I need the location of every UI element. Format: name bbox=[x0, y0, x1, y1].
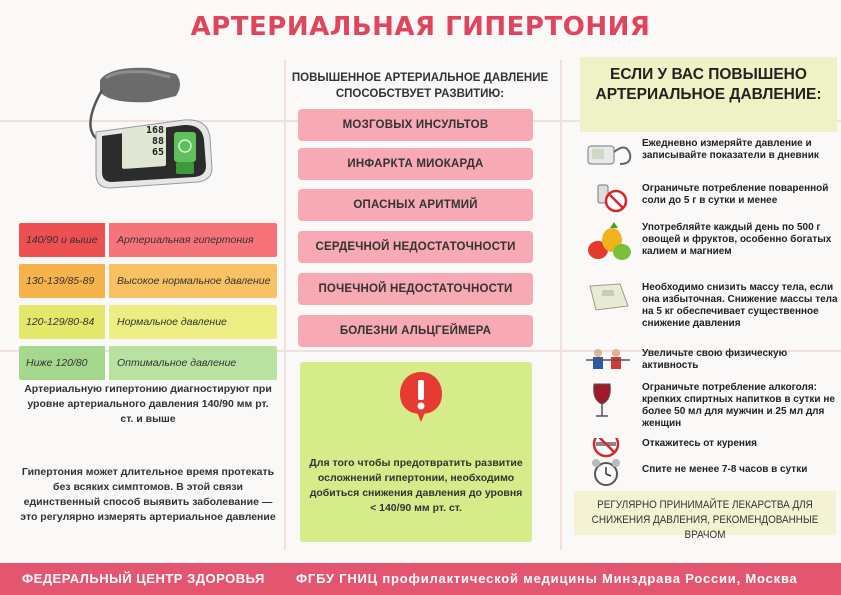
bp-range: 140/90 и выше bbox=[19, 223, 105, 257]
bp-range: 120-129/80-84 bbox=[19, 305, 105, 339]
tip-text: Употребляйте каждый день по 500 г овощей и фруктов, особенно богатых калием и магнием bbox=[642, 222, 832, 257]
risk-item: СЕРДЕЧНОЙ НЕДОСТАТОЧНОСТИ bbox=[298, 231, 533, 263]
tip-text: Ограничьте потребление алкоголя: крепких спиртных напитков в сутки не более 50 мл для мужчин и 25 мл для женщин bbox=[642, 382, 835, 429]
bp-category: Нормальное давление bbox=[109, 305, 277, 339]
diagnosis-text: Артериальную гипертонию диагностируют при уровне артериального давления 140/90 мм рт. ст. и выше bbox=[24, 383, 272, 425]
background-line bbox=[560, 60, 562, 550]
exercise-icon bbox=[584, 348, 634, 378]
advice-heading: ЕСЛИ У ВАС ПОВЫШЕНО АРТЕРИАЛЬНОЕ ДАВЛЕНИЕ: bbox=[595, 66, 822, 103]
medication-box bbox=[574, 491, 836, 541]
risk-item: ПОЧЕЧНОЙ НЕДОСТАТОЧНОСТИ bbox=[298, 273, 533, 305]
scales-icon bbox=[584, 282, 634, 312]
tip-item bbox=[584, 222, 836, 272]
background-line bbox=[284, 60, 286, 550]
no-salt-icon bbox=[584, 183, 634, 213]
footer-bar bbox=[0, 563, 841, 595]
bp-row bbox=[19, 223, 277, 257]
tip-item bbox=[584, 282, 836, 332]
footer-left-text: ФЕДЕРАЛЬНЫЙ ЦЕНТР ЗДОРОВЬЯ bbox=[22, 571, 265, 586]
tip-text: Спите не менее 7-8 часов в сутки bbox=[642, 464, 808, 475]
bp-category: Оптимальное давление bbox=[109, 346, 277, 380]
monitor-diastolic: 88 bbox=[151, 136, 164, 147]
risk-item: ИНФАРКТА МИОКАРДА bbox=[298, 148, 533, 180]
tip-item bbox=[584, 348, 836, 378]
bp-category: Высокое нормальное давление bbox=[109, 264, 277, 298]
wine-glass-icon bbox=[584, 382, 634, 422]
bp-row bbox=[19, 305, 277, 339]
tip-item bbox=[584, 458, 836, 486]
risk-item: МОЗГОВЫХ ИНСУЛЬТОВ bbox=[298, 109, 533, 141]
bp-range: 130-139/85-89 bbox=[19, 264, 105, 298]
bp-classification-table bbox=[19, 223, 277, 387]
bp-row bbox=[19, 346, 277, 380]
monitor-systolic: 168 bbox=[145, 125, 164, 136]
tip-item bbox=[584, 382, 836, 432]
tip-text: Ежедневно измеряйте давление и записывайте показатели в дневник bbox=[642, 138, 819, 161]
bp-category: Артериальная гипертония bbox=[109, 223, 277, 257]
risk-item: ОПАСНЫХ АРИТМИЙ bbox=[298, 189, 533, 221]
goal-text: Для того чтобы предотвратить развитие осложнений гипертонии, необходимо добиться снижения давления до уровня < 140/90 мм рт. ст. bbox=[309, 457, 523, 514]
medication-text: РЕГУЛЯРНО ПРИНИМАЙТЕ ЛЕКАРСТВА ДЛЯ СНИЖЕНИЯ ДАВЛЕНИЯ, РЕКОМЕНДОВАННЫЕ ВРАЧОМ bbox=[591, 499, 819, 541]
fruits-vegetables-icon bbox=[584, 222, 634, 262]
risks-heading: ПОВЫШЕННОЕ АРТЕРИАЛЬНОЕ ДАВЛЕНИЕ СПОСОБСТВУЕТ РАЗВИТИЮ: bbox=[291, 72, 549, 100]
alarm-clock-icon bbox=[584, 458, 634, 488]
tip-item bbox=[584, 438, 836, 458]
monitor-pulse: 65 bbox=[151, 147, 164, 158]
monitor-readout bbox=[124, 125, 164, 158]
goal-box bbox=[300, 362, 532, 542]
tip-item bbox=[584, 183, 836, 219]
exclamation-warning-icon bbox=[398, 370, 444, 424]
footer-right-text: ФГБУ ГНИЦ профилактической медицины Минздрава России, Москва bbox=[296, 571, 798, 586]
tip-text: Необходимо снизить массу тела, если она избыточная. Снижение массы тела на 5 кг обеспечивает существенное снижение давления bbox=[642, 282, 838, 329]
bp-range: Ниже 120/80 bbox=[19, 346, 105, 380]
tip-item bbox=[584, 138, 836, 178]
bp-row bbox=[19, 264, 277, 298]
tip-text: Ограничьте потребление поваренной соли до 5 г в сутки и менее bbox=[642, 183, 829, 206]
risk-item: БОЛЕЗНИ АЛЬЦГЕЙМЕРА bbox=[298, 315, 533, 347]
advice-heading-box bbox=[580, 57, 837, 132]
warning-text: Гипертония может длительное время протекать без всяких симптомов. В этой связи единственный способ выявить заболевание — это регулярно измерять артериальное давление bbox=[20, 466, 276, 523]
tip-text: Откажитесь от курения bbox=[642, 438, 757, 449]
page-title: АРТЕРИАЛЬНАЯ ГИПЕРТОНИЯ bbox=[190, 12, 651, 42]
tip-text: Увеличьте свою физическую активность bbox=[642, 348, 788, 371]
blood-pressure-monitor-icon bbox=[584, 138, 634, 168]
